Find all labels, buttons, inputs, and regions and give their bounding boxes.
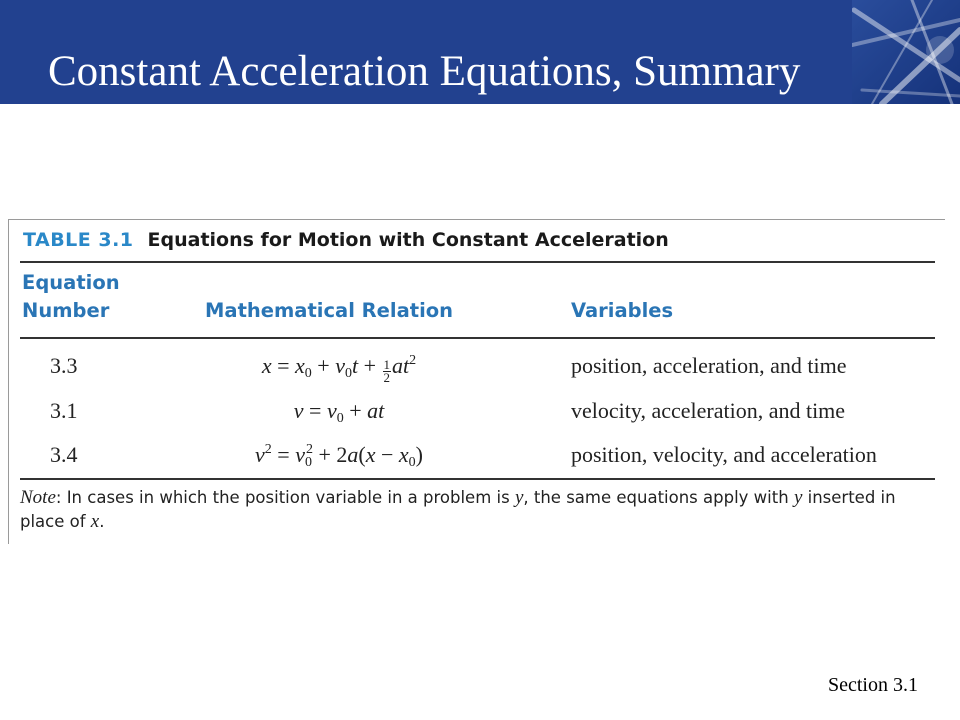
note-var-2: y bbox=[793, 487, 803, 508]
table-number: TABLE 3.1 bbox=[23, 229, 134, 251]
header-equation-number-line1: Equation bbox=[22, 271, 120, 294]
header-mathematical-relation: Mathematical Relation bbox=[205, 299, 454, 322]
row-3-4-variables: position, velocity, and acceleration bbox=[571, 442, 877, 467]
note-text-4: . bbox=[99, 512, 105, 531]
row-3-3-number: 3.3 bbox=[50, 353, 78, 378]
row-3-1-number: 3.1 bbox=[50, 398, 78, 423]
note-var-3: x bbox=[90, 511, 100, 532]
light-streaks-graphic bbox=[852, 0, 960, 104]
row-3-1-variables: velocity, acceleration, and time bbox=[571, 398, 846, 423]
header-equation-number bbox=[22, 269, 120, 325]
section-footer: Section 3.1 bbox=[828, 674, 918, 696]
rule-header bbox=[20, 337, 935, 339]
row-3-1-equation: $v = v_0$ + at bbox=[293, 398, 385, 426]
corner-decoration bbox=[852, 0, 960, 104]
title-bar bbox=[0, 0, 852, 104]
equations-table bbox=[8, 219, 945, 544]
row-3-4-number: 3.4 bbox=[50, 442, 78, 467]
header-equation-number-line2: Number bbox=[22, 299, 110, 322]
rule-bottom bbox=[20, 478, 935, 480]
row-3-3-equation: $x = x_0 + v_0t$ + $\frac{1}{2}$ $at^2$ bbox=[261, 353, 417, 385]
row-3-3-variables: position, acceleration, and time bbox=[571, 353, 847, 378]
slide-title: Constant Acceleration Equations, Summary bbox=[48, 48, 801, 95]
rule-top bbox=[20, 261, 935, 263]
note-text-1: : In cases in which the position variable in a problem is bbox=[55, 488, 515, 507]
table-caption bbox=[23, 229, 669, 251]
header-variables: Variables bbox=[571, 299, 674, 322]
row-3-4-equation: $v^2 = v_0^2 + 2a(x - x_0)$ bbox=[255, 442, 423, 470]
note-text-3: inserted in place of bbox=[20, 488, 896, 531]
table-caption-text: Equations for Motion with Constant Acceleration bbox=[147, 229, 669, 251]
table-note bbox=[20, 486, 930, 534]
note-text-2: , the same equations apply with bbox=[523, 488, 794, 507]
note-label: Note bbox=[20, 487, 56, 508]
note-var-1: y bbox=[514, 487, 524, 508]
